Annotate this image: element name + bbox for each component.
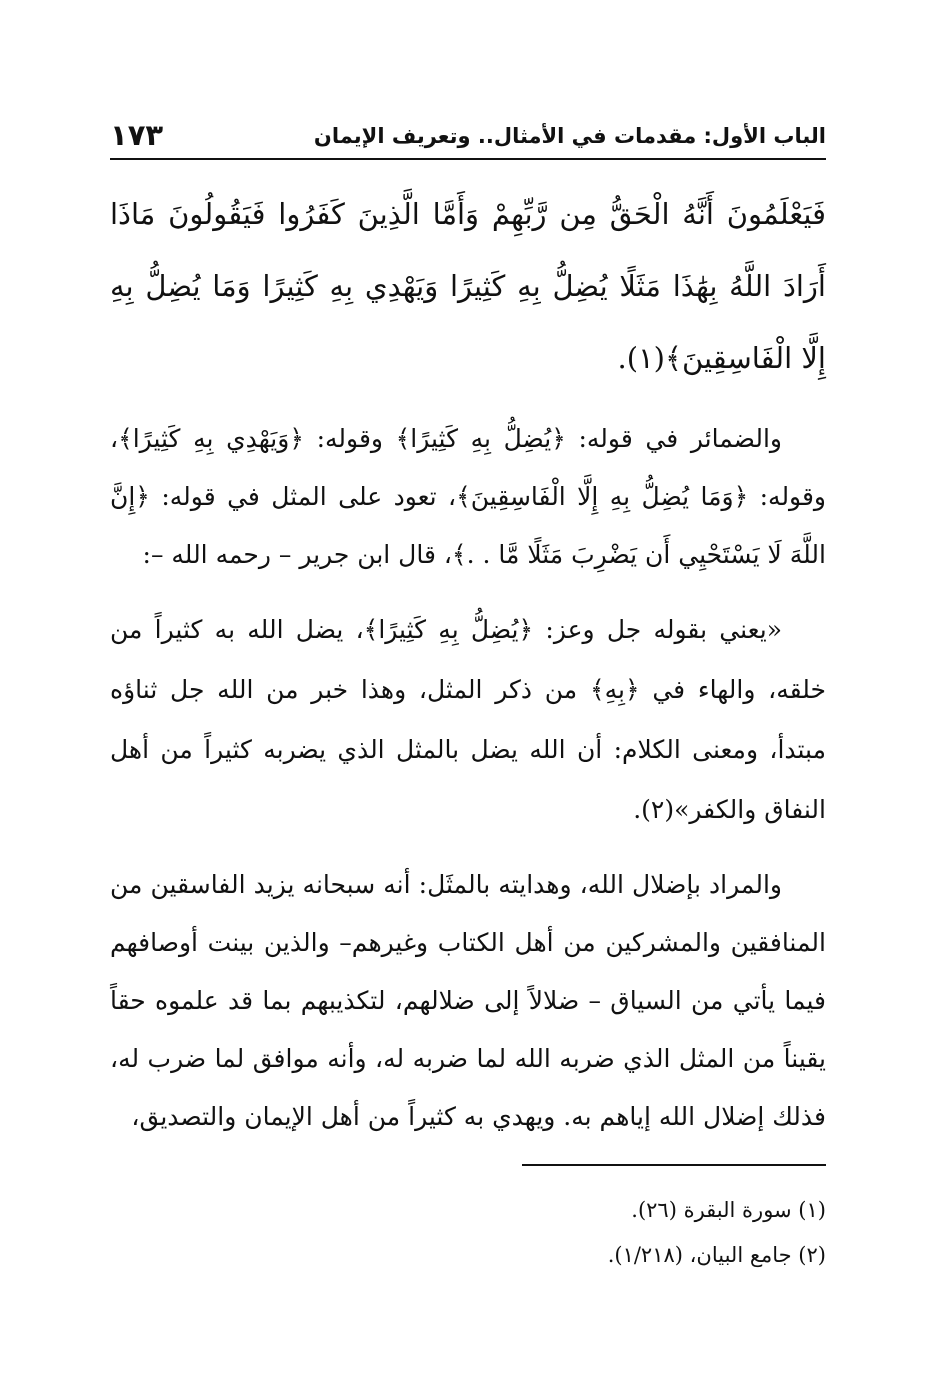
paragraph-meaning: والمراد بإضلال الله، وهدايته بالمثَل: أنه سبحانه يزيد الفاسقين من المنافقين والمشركين من أهل الكتاب وغيرهم– والذين بينت أوصافهم فيما يأتي من السياق – ضلالاً إلى ضلالهم، لتكذيبهم بما قد علموه حقاً يقيناً من المثل الذي ضربه الله لما ضربه له، وأنه موافق لما ضرب له، فذلك إضلال الله إياهم به. ويهدي به كثيراً من أهل الإيمان والتصديق، [110, 870, 826, 1131]
ibn-jarir-quote: «يعني بقوله جل وعز: ﴿يُضِلُّ بِهِ كَثِيرًا﴾، يضل الله به كثيراً من خلقه، والهاء في ﴿بِهِ﴾ من ذكر المثل، وهذا خبر من الله جل ثناؤه مبتدأ، ومعنى الكلام: أن الله يضل بالمثل الذي يضربه كثيراً من أهل النفاق والكفر»(٢). [110, 615, 826, 824]
paragraph-pronouns: والضمائر في قوله: ﴿يُضِلُّ بِهِ كَثِيرًا﴾ وقوله: ﴿وَيَهْدِي بِهِ كَثِيرًا﴾، وقوله: ﴿وَمَا يُضِلُّ بِهِ إِلَّا الْفَاسِقِينَ﴾، تعود على المثل في قوله: ﴿إِنَّ اللَّهَ لَا يَسْتَحْيِي أَن يَضْرِبَ مَثَلًا مَّا . .﴾، قال ابن جرير – رحمه الله –: [110, 424, 826, 569]
footnote-2: (٢) جامع البيان، (١/٢١٨). [607, 1243, 826, 1267]
running-header [110, 118, 826, 160]
book-page [110, 118, 826, 1298]
running-title: الباب الأول: مقدمات في الأمثال.. وتعريف الإيمان [313, 124, 826, 148]
main-text [110, 178, 826, 1146]
footnote-1: (١) سورة البقرة (٢٦). [631, 1198, 826, 1222]
footnotes [110, 1188, 826, 1278]
quran-verse: فَيَعْلَمُونَ أَنَّهُ الْحَقُّ مِن رَّبِّهِمْ وَأَمَّا الَّذِينَ كَفَرُوا فَيَقُولُونَ مَاذَا أَرَادَ اللَّهُ بِهَٰذَا مَثَلًا يُضِلُّ بِهِ كَثِيرًا وَيَهْدِي بِهِ كَثِيرًا وَمَا يُضِلُّ بِهِ إِلَّا الْفَاسِقِينَ﴾(١). [110, 197, 826, 375]
page-number: ١٧٣ [110, 118, 164, 152]
footnote-separator [522, 1164, 826, 1166]
